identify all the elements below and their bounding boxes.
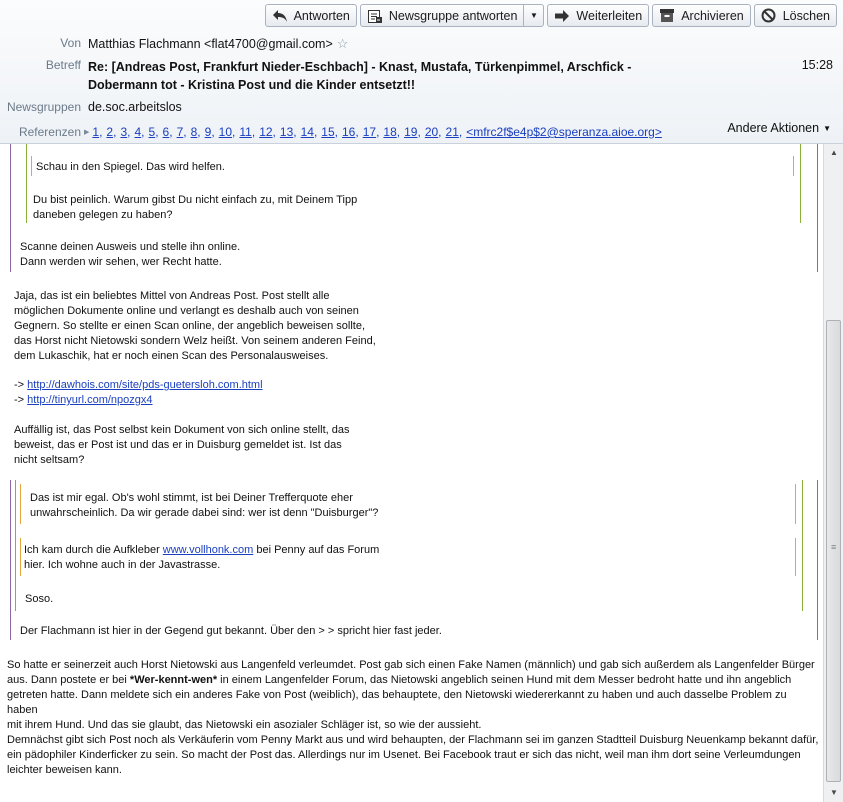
quote-level-2: [15, 480, 803, 611]
reference-link[interactable]: 8: [190, 125, 198, 139]
reference-link[interactable]: 12: [259, 125, 273, 139]
body-line: nicht seltsam?: [14, 454, 85, 466]
quote-level-3: [20, 484, 796, 524]
subject-text: Re: [Andreas Post, Frankfurt Nieder-Eschbach] - Knast, Mustafa, Türkenpimmel, Arschfick - Dobermann tot - Kristina Post und die Kinder entsetzt!!: [88, 60, 632, 92]
quote-level-1: [10, 144, 818, 272]
reference-separator: ,: [313, 125, 318, 139]
body-line: getreten hatte. Dann meldete sich ein anderes Fake von Post (weiblich), das behauptete, den Nietowski wiedererkannt zu haben und auch dasselbe Problem zu haben: [7, 689, 787, 716]
reference-link[interactable]: 14: [300, 125, 314, 139]
forward-arrow-icon: [554, 8, 570, 24]
url-link[interactable]: www.vollhonk.com: [162, 544, 254, 556]
reference-separator: ,: [334, 125, 338, 139]
reference-link[interactable]: 4: [134, 125, 142, 139]
reference-link[interactable]: 21: [445, 125, 459, 139]
reference-link[interactable]: 6: [162, 125, 170, 139]
reference-separator: ,: [376, 125, 380, 139]
link-prefix: ->: [14, 379, 25, 391]
message-time: 15:28: [801, 58, 833, 72]
subject-label: Betreff: [45, 58, 81, 72]
reference-link[interactable]: 11: [239, 125, 252, 139]
url-link[interactable]: http://tinyurl.com/npozgx4: [27, 394, 153, 406]
vertical-scrollbar[interactable]: [823, 144, 843, 802]
reference-link[interactable]: 2: [106, 125, 114, 139]
link-prefix: ->: [14, 394, 25, 406]
sender-address[interactable]: Matthias Flachmann <flat4700@gmail.com>: [88, 37, 333, 51]
reference-link[interactable]: 16: [342, 125, 356, 139]
forward-button[interactable]: [547, 4, 649, 27]
reference-link[interactable]: 1: [92, 125, 100, 139]
body-paragraph: [7, 658, 819, 733]
reference-link[interactable]: 19: [404, 125, 418, 139]
url-link[interactable]: http://dawhois.com/site/pds-guetersloh.com.html: [27, 379, 263, 391]
reference-link[interactable]: 20: [424, 125, 439, 139]
reply-arrow-icon: [272, 8, 288, 24]
quote-level-3: [31, 156, 794, 176]
body-line: mit ihrem Hund. Und das sie glaubt, das Nietowski ein asozialer Schläger ist, so wie der aussieht.: [7, 719, 482, 731]
quote-text: Schau in den Spiegel. Das wird helfen.: [36, 161, 225, 173]
reference-separator: ,: [113, 125, 117, 139]
delete-button[interactable]: [754, 4, 837, 27]
reply-newsgroup-split: [360, 4, 545, 27]
message-header: [0, 0, 843, 144]
reference-separator: ,: [272, 125, 276, 139]
quote-level-1: [10, 480, 818, 640]
quote-text: Scanne deinen Ausweis und stelle ihn online.: [20, 241, 241, 253]
references-list: [84, 125, 662, 139]
delete-label: Löschen: [782, 8, 830, 23]
body-line: beweist, das er Post ist und das er in Duisburg gemeldet ist. Ist das: [14, 439, 342, 451]
quote-text: Du bist peinlich. Warum gibst Du nicht einfach zu, mit Deinem Tipp: [33, 194, 358, 206]
reference-separator: ,: [293, 125, 297, 139]
body-line: leichter beweisen kann.: [7, 764, 122, 776]
reference-link[interactable]: 15: [321, 125, 335, 139]
reference-separator: ,: [211, 125, 215, 139]
expand-triangle-icon[interactable]: ▶: [84, 129, 90, 136]
reference-link[interactable]: 17: [362, 125, 377, 139]
reference-links: [92, 125, 661, 139]
body-paragraph: [7, 733, 819, 778]
body-paragraph: [14, 423, 349, 468]
quote-text: daneben gelegen zu haben?: [33, 209, 173, 221]
reply-button[interactable]: [265, 4, 357, 27]
body-line: Gegnern. So stellte er einen Scan online, der angeblich beweisen sollte,: [14, 320, 366, 332]
scroll-up-arrow-icon[interactable]: ▲: [830, 147, 838, 157]
quote-text: hier. Ich wohne auch in der Javastrasse.: [24, 559, 221, 571]
other-actions-menu[interactable]: [727, 121, 831, 135]
reference-link[interactable]: 18: [383, 125, 397, 139]
forward-label: Weiterleiten: [576, 8, 643, 23]
body-line: Demnächst gibt sich Post noch als Verkäuferin vom Penny Markt aus und wird behaupten, der Flachmann sei im ganzen Stadtteil Duisburg Neuenkamp bekannt dafür,: [7, 734, 819, 746]
body-line: ein pädophiler Kinderficker zu sein. So macht der Post das. Allerdings nur im Usenet. Bei Facebook traut er sich das nicht, weil man ihm dort seine Verleumdungen: [7, 749, 801, 761]
reference-link[interactable]: 10: [218, 125, 233, 139]
newsgroup-icon: [367, 8, 383, 24]
newsgroup-name[interactable]: de.soc.arbeitslos: [88, 100, 182, 114]
reply-newsgroup-dropdown[interactable]: [524, 4, 544, 27]
reference-separator: ,: [396, 125, 401, 139]
other-actions-label: Andere Aktionen: [727, 121, 820, 135]
quote-text: Der Flachmann ist hier in der Gegend gut bekannt. Über den > > spricht hier fast jeder.: [20, 625, 442, 637]
reference-link[interactable]: 13: [279, 125, 294, 139]
body-line: So hatte er seinerzeit auch Horst Nietowski aus Langenfeld verleumdet. Post gab sich einen Fake Namen (männlich) und gab sich außerdem als Langenfelder Bürger: [7, 659, 815, 671]
from-label: Von: [60, 36, 81, 50]
scroll-down-arrow-icon[interactable]: ▼: [830, 787, 838, 797]
quote-level-2: [26, 144, 801, 223]
reply-newsgroup-button[interactable]: [360, 4, 525, 27]
reference-separator: ,: [155, 125, 159, 139]
reference-separator: ,: [417, 125, 421, 139]
message-body: [0, 144, 823, 800]
quote-text: Soso.: [25, 593, 54, 605]
reference-separator: ,: [169, 125, 173, 139]
scrollbar-thumb[interactable]: [826, 320, 841, 782]
body-line: aus. Dann postete er bei *Wer-kennt-wen* in einem Langenfelder Forum, das Nietowski angeblich seinen Hund mit dem Messer bedroht hatte und ihn angeblich: [7, 674, 792, 686]
reference-link[interactable]: 3: [120, 125, 128, 139]
reply-label: Antworten: [293, 8, 350, 23]
reference-link[interactable]: <mfrc2f$e4p$2@speranza.aioe.org>: [466, 125, 662, 139]
quote-text: Ich kam durch die Aufkleber www.vollhonk.com bei Penny auf das Forum: [24, 544, 380, 556]
message-toolbar: [265, 4, 837, 27]
quote-level-3: [20, 538, 796, 576]
reference-link[interactable]: 7: [176, 125, 184, 139]
reference-link[interactable]: 9: [204, 125, 212, 139]
archive-box-icon: [659, 8, 675, 24]
reference-separator: ,: [141, 125, 145, 139]
chevron-down-icon: ▼: [529, 11, 538, 20]
chevron-down-icon: ▼: [823, 124, 831, 133]
reference-separator: ,: [99, 125, 103, 139]
body-line: Auffällig ist, das Post selbst kein Dokument von sich online stellt, das: [14, 424, 350, 436]
body-line: Jaja, das ist ein beliebtes Mittel von Andreas Post. Post stellt alle: [14, 290, 330, 302]
body-line: das Horst nicht Nietowski sondern Welz heißt. Von seinem anderen Feind,: [14, 335, 376, 347]
newsgroups-label: Newsgruppen: [6, 100, 81, 114]
reference-separator: ,: [232, 125, 236, 139]
reference-separator: ,: [438, 125, 442, 139]
from-field[interactable]: [88, 36, 348, 52]
delete-circle-icon: [761, 8, 777, 24]
reference-separator: ,: [251, 125, 256, 139]
body-line: dem Lukaschik, hat er noch einen Scan des Personalausweises.: [14, 350, 329, 362]
link-list: [14, 378, 263, 408]
reference-separator: ,: [127, 125, 131, 139]
reference-separator: ,: [355, 125, 359, 139]
body-paragraph: [14, 289, 376, 364]
reference-separator: ,: [183, 125, 187, 139]
reference-separator: ,: [458, 125, 463, 139]
reply-newsgroup-label: Newsgruppe antworten: [388, 8, 518, 23]
grip-icon: ≡: [831, 542, 837, 552]
quote-text: unwahrscheinlich. Da wir gerade dabei sind: wer ist denn "Duisburger"?: [30, 507, 379, 519]
references-label: Referenzen: [18, 125, 81, 139]
body-line: möglichen Dokumente online und verlangt es deshalb auch von seinen: [14, 305, 359, 317]
quote-text: Das ist mir egal. Ob's wohl stimmt, ist bei Deiner Trefferquote eher: [30, 492, 353, 504]
reference-separator: ,: [197, 125, 201, 139]
star-icon[interactable]: ☆: [336, 36, 349, 51]
archive-label: Archivieren: [681, 8, 744, 23]
archive-button[interactable]: [652, 4, 751, 27]
quote-text: Dann werden wir sehen, wer Recht hatte.: [20, 256, 222, 268]
reference-link[interactable]: 5: [148, 125, 156, 139]
